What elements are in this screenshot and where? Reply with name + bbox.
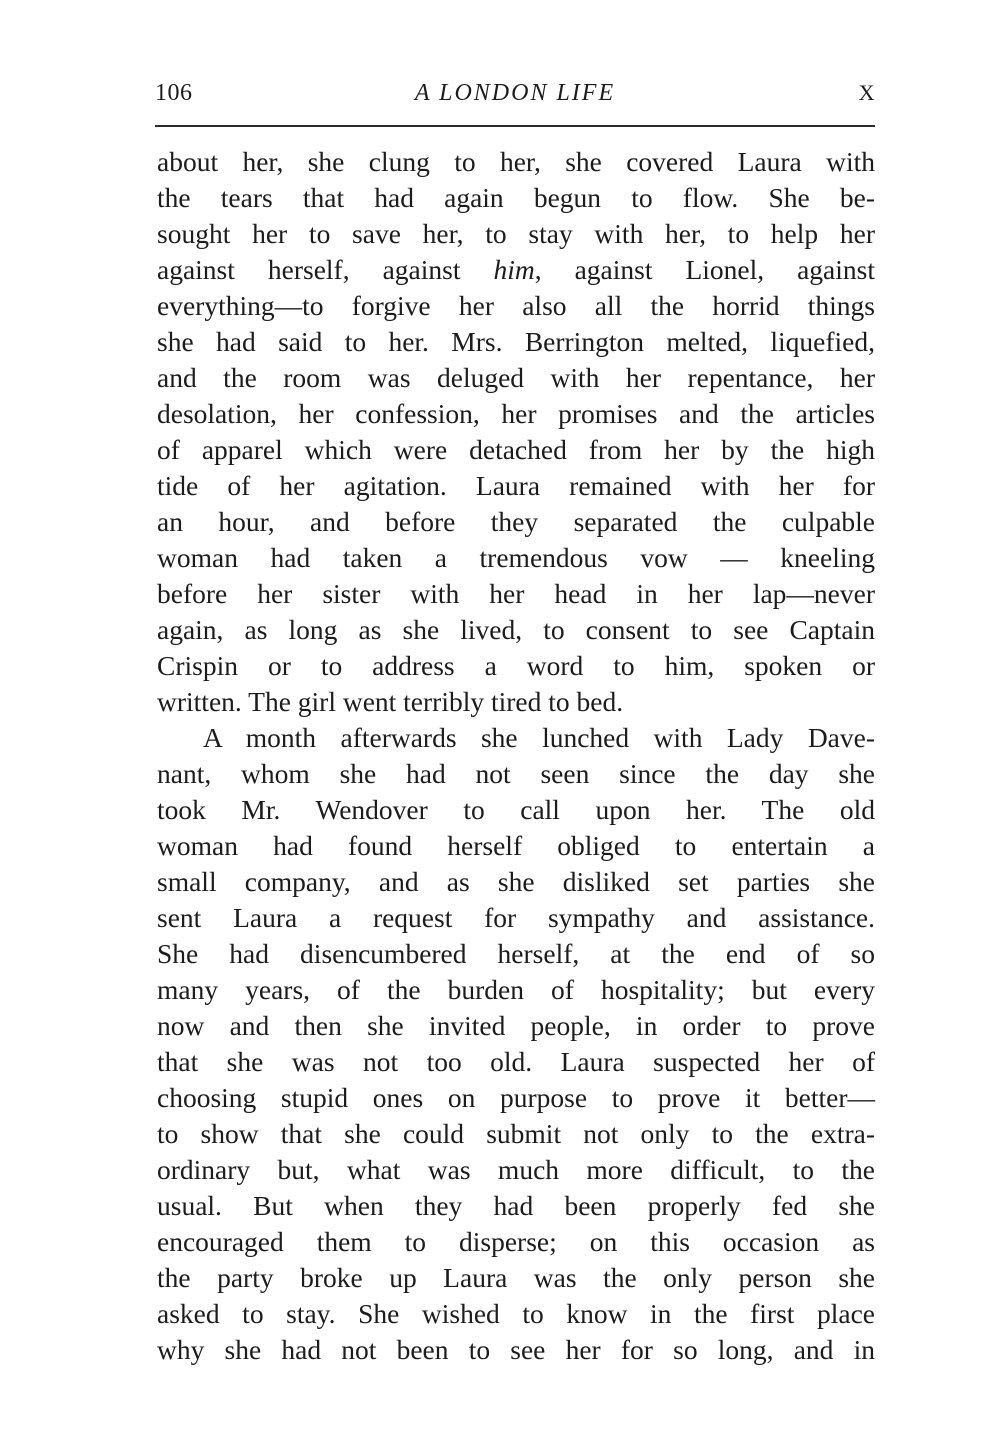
text-line: before her sister with her head in her lap—never bbox=[157, 578, 875, 609]
paragraph-first-line: A month afterwards she lunched with Lady Dave- bbox=[203, 722, 875, 753]
text-line: ordinary but, what was much more difficult, to the bbox=[157, 1154, 875, 1185]
text-line: of apparel which were detached from her by the high bbox=[157, 434, 875, 465]
text-line: sought her to save her, to stay with her, to help her bbox=[157, 218, 875, 249]
text-line: nant, whom she had not seen since the day she bbox=[157, 758, 875, 789]
text-line: sent Laura a request for sympathy and assistance. bbox=[157, 902, 875, 933]
text-line: choosing stupid ones on purpose to prove it better— bbox=[157, 1082, 875, 1113]
text-segment: , against Lionel, against bbox=[534, 254, 875, 285]
text-line: woman had found herself obliged to entertain a bbox=[157, 830, 875, 861]
text-line: now and then she invited people, in order to prove bbox=[157, 1010, 875, 1041]
text-segment: against herself, against bbox=[157, 254, 494, 285]
running-header bbox=[155, 80, 875, 114]
text-line: tide of her agitation. Laura remained with her for bbox=[157, 470, 875, 501]
text-line: she had said to her. Mrs. Berrington melted, liquefied, bbox=[157, 326, 875, 357]
text-line: usual. But when they had been properly fed she bbox=[157, 1190, 875, 1221]
running-title: A LONDON LIFE bbox=[414, 80, 616, 106]
text-line: that she was not too old. Laura suspected her of bbox=[157, 1046, 875, 1077]
text-line: She had disencumbered herself, at the end of so bbox=[157, 938, 875, 969]
text-line: the party broke up Laura was the only person she bbox=[157, 1262, 875, 1293]
text-line: woman had taken a tremendous vow — kneeling bbox=[157, 542, 875, 573]
text-line: the tears that had again begun to flow. She be- bbox=[157, 182, 875, 213]
text-line: everything—to forgive her also all the horrid things bbox=[157, 290, 875, 321]
paragraph-last-line: written. The girl went terribly tired to bed. bbox=[157, 686, 624, 717]
chapter-number: X bbox=[858, 80, 875, 105]
text-line: many years, of the burden of hospitality; but every bbox=[157, 974, 875, 1005]
text-line: again, as long as she lived, to consent to see Captain bbox=[157, 614, 875, 645]
text-line: small company, and as she disliked set parties she bbox=[157, 866, 875, 897]
text-line: why she had not been to see her for so long, and in bbox=[157, 1334, 875, 1365]
text-line: encouraged them to disperse; on this occasion as bbox=[157, 1226, 875, 1257]
text-line: Crispin or to address a word to him, spoken or bbox=[157, 650, 875, 681]
text-line: and the room was deluged with her repentance, her bbox=[157, 362, 875, 393]
header-rule bbox=[155, 125, 875, 127]
text-line: an hour, and before they separated the culpable bbox=[157, 506, 875, 537]
body-text bbox=[157, 144, 875, 1368]
text-line bbox=[157, 252, 875, 288]
emphasized-word: him bbox=[493, 254, 535, 285]
text-line: asked to stay. She wished to know in the first place bbox=[157, 1298, 875, 1329]
page-number: 106 bbox=[155, 80, 193, 106]
text-line: desolation, her confession, her promises and the articles bbox=[157, 398, 875, 429]
text-line: about her, she clung to her, she covered Laura with bbox=[157, 146, 875, 177]
text-line: to show that she could submit not only to the extra- bbox=[157, 1118, 875, 1149]
text-line: took Mr. Wendover to call upon her. The old bbox=[157, 794, 875, 825]
